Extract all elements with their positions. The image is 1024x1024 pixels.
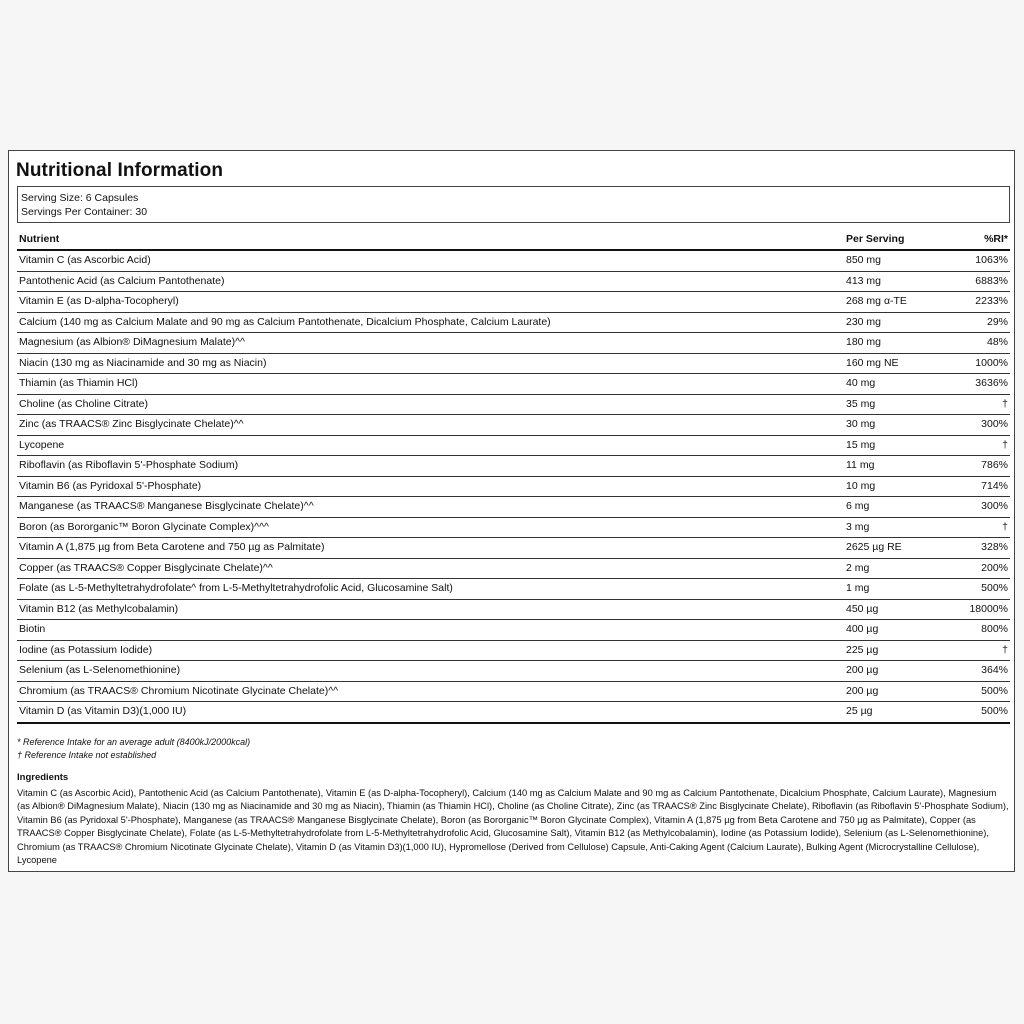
cell-ri: 500% [981,684,1008,697]
cell-ri: 786% [981,459,1008,471]
cell-nutrient: Zinc (as TRAACS® Zinc Bisglycinate Chelate)^^ [19,418,244,430]
table-row [17,682,1010,703]
cell-ri: 200% [981,561,1008,574]
cell-ri: 364% [981,664,1008,676]
table-row [17,497,1010,518]
table-row [17,395,1010,416]
table-row [17,374,1010,395]
table-row [17,415,1010,436]
serving-info-box [17,186,1010,223]
table-row [17,477,1010,498]
cell-nutrient: Thiamin (as Thiamin HCl) [19,377,138,389]
table-row [17,620,1010,641]
cell-ri: 3636% [975,377,1008,389]
cell-per-serving: 2625 µg RE [846,541,902,553]
cell-nutrient: Niacin (130 mg as Niacinamide and 30 mg as Niacin) [19,356,267,369]
cell-per-serving: 3 mg [846,520,870,533]
table-row [17,456,1010,477]
cell-per-serving: 850 mg [846,254,882,266]
nutrient-table [17,231,1010,724]
cell-per-serving: 268 mg α-TE [846,295,907,307]
serving-size: Serving Size: 6 Capsules [21,192,139,204]
cell-nutrient: Riboflavin (as Riboflavin 5'-Phosphate Sodium) [19,459,239,471]
cell-nutrient: Vitamin C (as Ascorbic Acid) [19,254,151,266]
cell-nutrient: Folate (as L-5-Methyltetrahydrofolate^ from L-5-Methyltetrahydrofolic Acid, Glucosamine Salt) [19,582,453,594]
cell-ri: † [1002,520,1008,533]
header-per-serving: Per Serving [846,233,905,245]
cell-nutrient: Vitamin B6 (as Pyridoxal 5'-Phosphate) [19,479,202,492]
cell-nutrient: Calcium (140 mg as Calcium Malate and 90 mg as Calcium Pantothenate, Dicalcium Phosphate, Calcium Laurate) [19,315,551,328]
cell-ri: 29% [986,315,1008,328]
cell-per-serving: 400 µg [846,623,879,635]
cell-per-serving: 25 µg [846,705,873,717]
table-row [17,538,1010,559]
cell-nutrient: Lycopene [19,438,65,451]
cell-per-serving: 6 mg [846,500,870,512]
cell-per-serving: 15 mg [846,438,876,451]
cell-ri: 2233% [975,295,1008,307]
table-row [17,272,1010,293]
header-nutrient: Nutrient [19,233,60,245]
cell-nutrient: Choline (as Choline Citrate) [19,397,148,410]
cell-nutrient: Vitamin E (as D-alpha-Tocopheryl) [19,295,179,307]
cell-nutrient: Boron (as Bororganic™ Boron Glycinate Complex)^^^ [19,520,269,533]
table-row [17,436,1010,457]
cell-per-serving: 30 mg [846,418,876,430]
table-row [17,559,1010,580]
cell-per-serving: 1 mg [846,582,870,594]
cell-ri: 328% [981,541,1008,553]
cell-per-serving: 225 µg [846,643,879,656]
cell-per-serving: 230 mg [846,315,882,328]
cell-nutrient: Biotin [19,623,46,635]
cell-ri: † [1002,643,1008,656]
cell-ri: 800% [981,623,1008,635]
table-row [17,333,1010,354]
cell-per-serving: 10 mg [846,479,876,492]
cell-nutrient: Chromium (as TRAACS® Chromium Nicotinate Glycinate Chelate)^^ [19,684,339,697]
cell-nutrient: Iodine (as Potassium Iodide) [19,643,153,656]
cell-ri: † [1002,438,1008,451]
cell-nutrient: Vitamin B12 (as Methylcobalamin) [19,602,179,615]
table-body [17,251,1010,724]
ingredients-title: Ingredients [17,772,69,783]
cell-nutrient: Manganese (as TRAACS® Manganese Bisglycinate Chelate)^^ [19,500,314,512]
cell-ri: 300% [981,418,1008,430]
cell-per-serving: 40 mg [846,377,876,389]
table-row [17,354,1010,375]
table-row [17,579,1010,600]
footnotes [17,736,250,762]
cell-nutrient: Magnesium (as Albion® DiMagnesium Malate)^^ [19,336,245,348]
cell-ri: 714% [981,479,1008,492]
cell-per-serving: 11 mg [846,459,875,471]
table-row [17,641,1010,662]
cell-per-serving: 413 mg [846,274,882,287]
cell-nutrient: Vitamin D (as Vitamin D3)(1,000 IU) [19,705,187,717]
page-title: Nutritional Information [16,160,224,181]
cell-ri: 48% [986,336,1008,348]
table-row [17,661,1010,682]
header-ri: %RI* [984,233,1008,245]
table-row [17,251,1010,272]
cell-ri: 6883% [975,274,1008,287]
ingredients-text: Vitamin C (as Ascorbic Acid), Pantothenic Acid (as Calcium Pantothenate), Vitamin E (as D-alpha-Tocopheryl), Calcium (140 mg as Calcium Malate and 90 mg as Calcium Pantothenate, Dicalcium Phosphate, Calcium Laurate), Magnesium (as Albion® DiMagnesium Malate), Niacin (130 mg as Niacinamide and 30 mg as Niacin), Thiamin (as Thiamin HCl), Choline (as Choline Citrate), Zinc (as TRAACS® Zinc Bisglycinate Chelate), Riboflavin (as Riboflavin 5'-Phosphate Sodium), Vitamin B6 (as Pyridoxal 5'-Phosphate), Manganese (as TRAACS® Manganese Bisglycinate Chelate), Boron (as Bororganic™ Boron Glycinate Complex), Vitamin A (1,875 µg from Beta Carotene and 750 µg as Palmitate), Copper (as TRAACS® Copper Bisglycinate Chelate), Folate (as L-5-Methyltetrahydrofolate from L-5-Methyltetrahydrofolic Acid, Glucosamine Salt), Vitamin B12 (as Methylcobalamin), Iodine (as Potassium Iodide), Selenium (as L-Selenomethionine), Chromium (as TRAACS® Chromium Nicotinate Glycinate Chelate), Vitamin D (as Vitamin D3)(1,000 IU), Hypromellose (Derived from Cellulose) Capsule, Anti-Caking Agent (Calcium Laurate), Bulking Agent (Microcrystalline Cellulose), Lycopene [17,788,1009,866]
table-row [17,600,1010,621]
cell-per-serving: 180 mg [846,336,882,348]
table-row [17,292,1010,313]
table-row [17,313,1010,334]
table-row [17,518,1010,539]
cell-ri: 1000% [975,356,1008,369]
cell-ri: 500% [981,705,1008,717]
cell-ri: † [1002,397,1008,410]
cell-nutrient: Pantothenic Acid (as Calcium Pantothenate) [19,274,225,287]
cell-per-serving: 35 mg [846,397,876,410]
cell-per-serving: 200 µg [846,684,879,697]
footnote-ri: * Reference Intake for an average adult (8400kJ/2000kcal) [17,737,251,747]
cell-nutrient: Selenium (as L-Selenomethionine) [19,664,181,676]
cell-ri: 300% [981,500,1008,512]
cell-per-serving: 450 µg [846,602,879,615]
cell-ri: 500% [981,582,1008,594]
nutrition-panel [8,150,1015,872]
cell-ri: 18000% [969,602,1008,615]
table-row [17,702,1010,724]
cell-ri: 1063% [975,254,1008,266]
cell-per-serving: 200 µg [846,664,879,676]
cell-per-serving: 2 mg [846,561,870,574]
cell-per-serving: 160 mg NE [846,356,899,369]
cell-nutrient: Copper (as TRAACS® Copper Bisglycinate Chelate)^^ [19,561,273,574]
footnote-dagger: † Reference Intake not established [17,750,157,760]
cell-nutrient: Vitamin A (1,875 µg from Beta Carotene and 750 µg as Palmitate) [19,541,325,553]
table-header [17,231,1010,251]
servings-per-container: Servings Per Container: 30 [21,206,148,218]
